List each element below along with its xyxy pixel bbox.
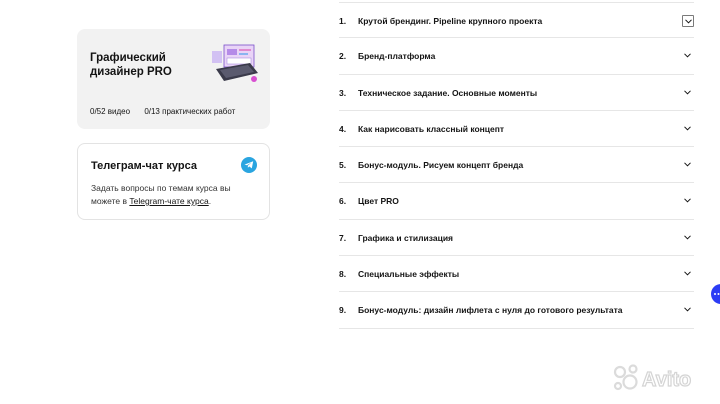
chevron-down-icon[interactable]	[682, 304, 694, 316]
telegram-text-before: Задать вопросы по темам курса вы можете в	[91, 183, 231, 206]
chevron-down-icon[interactable]	[682, 15, 694, 27]
module-row-4[interactable]	[339, 111, 694, 147]
module-row-6[interactable]	[339, 183, 694, 219]
chevron-down-icon[interactable]	[682, 123, 694, 135]
module-number: 9.	[339, 305, 347, 316]
module-row-9[interactable]	[339, 292, 694, 328]
module-number: 4.	[339, 123, 347, 134]
module-row-7[interactable]	[339, 220, 694, 256]
chevron-down-icon[interactable]	[682, 195, 694, 207]
telegram-chat-link[interactable]: Telegram-чате курса	[129, 196, 209, 206]
module-list	[339, 2, 694, 329]
chevron-down-icon[interactable]	[682, 87, 694, 99]
chevron-down-icon[interactable]	[682, 50, 694, 62]
module-row-5[interactable]	[339, 147, 694, 183]
module-title: Крутой брендинг. Pipeline крупного проекта	[358, 16, 543, 26]
module-number: 8.	[339, 269, 347, 280]
module-title: Графика и стилизация	[358, 232, 453, 243]
course-illustration-icon	[210, 43, 262, 87]
module-number: 5.	[339, 160, 347, 171]
module-number: 2.	[339, 51, 347, 62]
course-card[interactable]	[77, 29, 270, 129]
svg-text:Avito: Avito	[642, 369, 692, 391]
module-title: Бонус-модуль: дизайн лифлета с нуля до готового результата	[358, 305, 623, 316]
module-number: 1.	[339, 16, 347, 26]
practice-count: 0/13 практических работ	[144, 107, 236, 116]
avito-watermark-logo	[612, 362, 710, 394]
module-title: Как нарисовать классный концепт	[358, 123, 505, 134]
module-row-3[interactable]	[339, 75, 694, 111]
dots-icon	[713, 290, 720, 298]
floating-chat-button[interactable]	[711, 284, 720, 304]
telegram-card-text	[91, 182, 261, 208]
module-number: 7.	[339, 232, 347, 243]
module-title: Бонус-модуль. Рисуем концепт бренда	[358, 160, 524, 171]
chevron-down-icon[interactable]	[682, 232, 694, 244]
module-number: 6.	[339, 196, 347, 207]
videos-count: 0/52 видео	[90, 107, 131, 116]
module-row-1[interactable]	[339, 2, 694, 38]
module-title: Специальные эффекты	[358, 269, 460, 280]
module-row-8[interactable]	[339, 256, 694, 292]
module-title: Бренд-платформа	[358, 51, 436, 62]
telegram-card-title: Телеграм-чат курса	[91, 160, 197, 172]
chevron-down-icon[interactable]	[682, 268, 694, 280]
telegram-text-after: .	[208, 196, 212, 206]
module-title: Цвет PRO	[358, 196, 399, 207]
module-number: 3.	[339, 87, 347, 98]
chevron-down-icon[interactable]	[682, 159, 694, 171]
module-row-2[interactable]	[339, 38, 694, 74]
course-title: Графический дизайнер PRO	[90, 52, 172, 78]
course-stats	[90, 107, 247, 116]
telegram-icon[interactable]	[241, 157, 257, 173]
module-title: Техническое задание. Основные моменты	[358, 87, 538, 98]
telegram-card	[77, 143, 270, 220]
